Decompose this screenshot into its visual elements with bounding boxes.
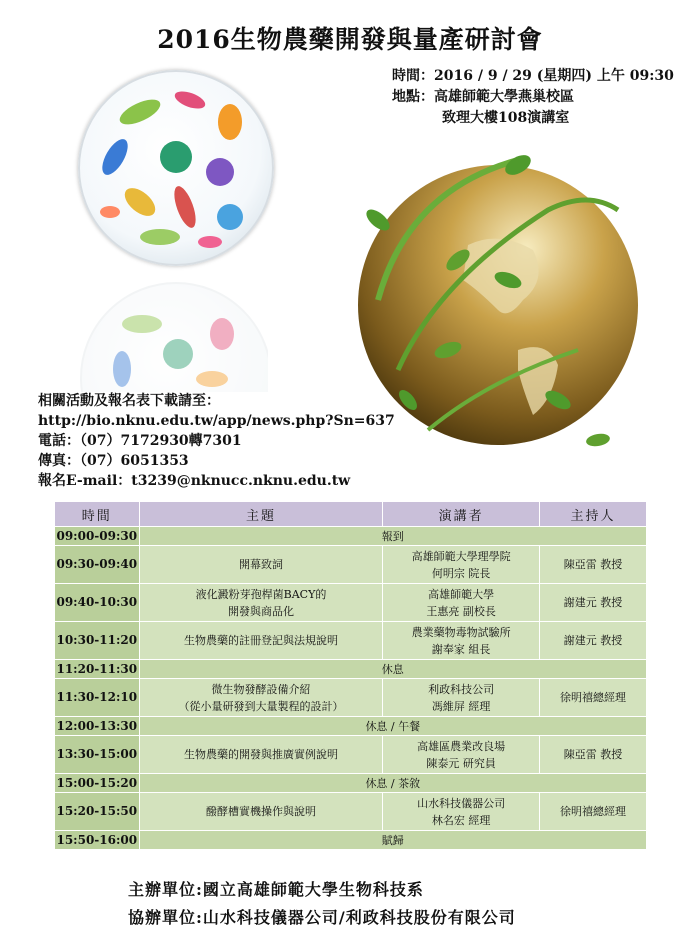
- schedule-header-row: [55, 502, 647, 527]
- row-topic: [139, 793, 383, 831]
- speaker-line: 謝奉家 組長: [431, 642, 491, 656]
- row-break-label: 賦歸: [139, 831, 646, 850]
- topic-line: 開發與商品化: [227, 604, 294, 618]
- row-host: 徐明禧總經理: [539, 679, 646, 717]
- row-break-label: 休息 / 茶敘: [139, 774, 646, 793]
- topic-line: 生物農藥的註冊登記與法規說明: [183, 634, 338, 647]
- petri-dish-illustration: [78, 70, 274, 266]
- topic-line: 液化澱粉芽孢桿菌BACY的: [195, 587, 327, 601]
- event-room: 致理大樓108演講室: [442, 110, 570, 126]
- schedule-row: [55, 622, 647, 660]
- schedule-row: [55, 527, 647, 546]
- row-time: 09:40-10:30: [55, 584, 140, 622]
- schedule-table: [54, 501, 647, 850]
- row-speaker: [383, 546, 540, 584]
- schedule-row: [55, 736, 647, 774]
- row-time: 15:20-15:50: [55, 793, 140, 831]
- row-topic: [139, 584, 383, 622]
- phone-number: 電話：（07）7172930轉7301: [38, 433, 242, 449]
- topic-line: 開幕致詞: [238, 558, 283, 571]
- schedule-row: [55, 679, 647, 717]
- row-time: 09:00-09:30: [55, 527, 140, 546]
- row-break-label: 休息: [139, 660, 646, 679]
- download-label: 相關活動及報名表下載請至：: [38, 393, 220, 409]
- reflection-microbes: [82, 284, 268, 392]
- row-time: 12:00-13:30: [55, 717, 140, 736]
- header-host: 主持人: [539, 502, 646, 527]
- row-topic: [139, 546, 383, 584]
- speaker-line: 高雄師範大學: [428, 587, 495, 601]
- schedule-body: [55, 527, 647, 850]
- microbes-graphic: [80, 72, 272, 264]
- row-break-label: 報到: [139, 527, 646, 546]
- row-host: 徐明禧總經理: [539, 793, 646, 831]
- row-host: 陳亞雷 教授: [539, 736, 646, 774]
- contact-info: [38, 391, 395, 491]
- speaker-line: 王惠亮 副校長: [426, 604, 496, 618]
- speaker-line: 農業藥物毒物試驗所: [411, 625, 511, 639]
- schedule-row: [55, 793, 647, 831]
- schedule-row: [55, 660, 647, 679]
- speaker-line: 馮維屏 經理: [431, 699, 491, 713]
- topic-line: 微生物發酵設備介紹: [211, 682, 311, 696]
- organizer: 主辦單位:國立高雄師範大學生物科技系: [128, 880, 424, 899]
- speaker-line: 林名宏 經理: [431, 813, 491, 827]
- row-time: 11:30-12:10: [55, 679, 140, 717]
- row-speaker: [383, 584, 540, 622]
- row-time: 15:50-16:00: [55, 831, 140, 850]
- row-speaker: [383, 622, 540, 660]
- event-info: [392, 66, 674, 129]
- schedule-row: [55, 546, 647, 584]
- event-time: 時間：2016 / 9 / 29 (星期四) 上午 09:30: [392, 68, 674, 84]
- speaker-line: 陳泰元 研究員: [426, 756, 496, 770]
- topic-line: 生物農藥的開發與推廣實例說明: [183, 748, 338, 761]
- row-host: 謝建元 教授: [539, 584, 646, 622]
- schedule-row: [55, 831, 647, 850]
- row-host: 謝建元 教授: [539, 622, 646, 660]
- speaker-line: 高雄師範大學理學院: [411, 549, 511, 563]
- header-speaker: 演講者: [383, 502, 540, 527]
- schedule-row: [55, 717, 647, 736]
- row-topic: [139, 622, 383, 660]
- row-topic: [139, 736, 383, 774]
- event-place: 地點：高雄師範大學燕巢校區: [392, 89, 574, 105]
- page-title: 2016生物農藥開發與量產研討會: [157, 25, 543, 54]
- row-host: 陳亞雷 教授: [539, 546, 646, 584]
- registration-email: 報名E-mail：t3239@nknucc.nknu.edu.tw: [38, 473, 351, 489]
- row-time: 09:30-09:40: [55, 546, 140, 584]
- row-time: 10:30-11:20: [55, 622, 140, 660]
- row-time: 13:30-15:00: [55, 736, 140, 774]
- speaker-line: 利政科技公司: [428, 682, 495, 696]
- row-topic: [139, 679, 383, 717]
- schedule-row: [55, 774, 647, 793]
- row-time: 15:00-15:20: [55, 774, 140, 793]
- row-time: 11:20-11:30: [55, 660, 140, 679]
- co-organizer: 協辦單位:山水科技儀器公司/利政科技股份有限公司: [128, 908, 516, 927]
- row-speaker: [383, 793, 540, 831]
- petri-dish-reflection: [80, 282, 268, 392]
- topic-line: 醱酵槽實機操作與說明: [205, 805, 316, 818]
- speaker-line: 高雄區農業改良場: [417, 739, 506, 753]
- footer: [128, 876, 516, 932]
- row-speaker: [383, 679, 540, 717]
- row-speaker: [383, 736, 540, 774]
- row-break-label: 休息 / 午餐: [139, 717, 646, 736]
- header-topic: 主題: [139, 502, 383, 527]
- download-url: http://bio.nknu.edu.tw/app/news.php?Sn=637: [38, 413, 395, 429]
- fax-number: 傳真：（07）6051353: [38, 453, 189, 469]
- speaker-line: 山水科技儀器公司: [417, 796, 506, 810]
- header-time: 時間: [55, 502, 140, 527]
- schedule-row: [55, 584, 647, 622]
- topic-line: （從小量研發到大量製程的設計）: [178, 699, 344, 713]
- speaker-line: 何明宗 院長: [431, 566, 491, 580]
